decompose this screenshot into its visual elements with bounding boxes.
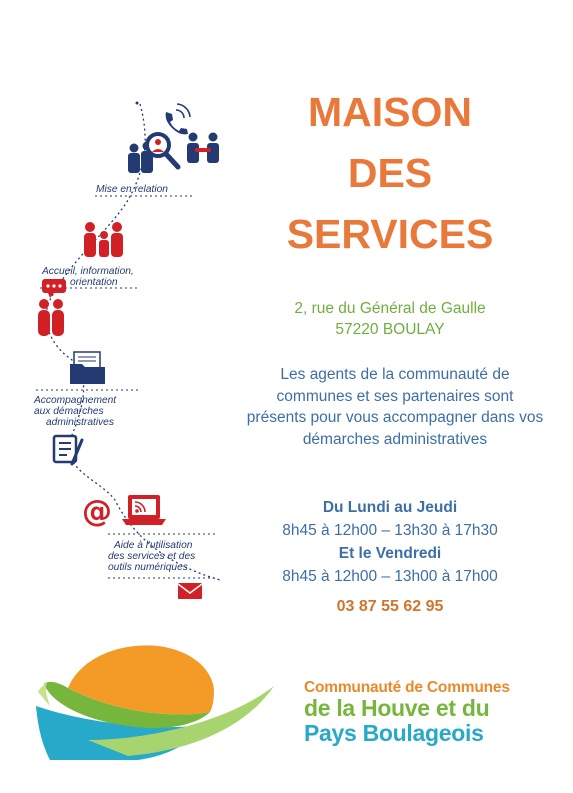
- intro-line4: démarches administratives: [302, 430, 488, 448]
- logo-graphic: [28, 632, 278, 762]
- phone-icon: [166, 104, 190, 134]
- step-label-aide-line1: Aide à l'utilisation: [114, 540, 193, 551]
- step-label-aide-line2: des services et des: [108, 551, 196, 562]
- address: [250, 298, 530, 340]
- intro-text: [240, 364, 550, 450]
- phone-number: 03 87 55 62 95: [336, 598, 444, 615]
- hours-period1-times: 8h45 à 12h00 – 13h30 à 17h30: [282, 522, 498, 539]
- address-street: 2, rue du Général de Gaulle: [294, 300, 486, 317]
- checklist-icon: [54, 436, 82, 464]
- conversation-people-icon: [38, 299, 64, 336]
- step-label-accueil: [42, 266, 134, 288]
- address-city: 57220 BOULAY: [335, 321, 445, 338]
- step-label-accompagnement-line1: Accompagnement: [34, 395, 117, 406]
- services-infographic: [0, 0, 250, 620]
- hours-period2-label: Et le Vendredi: [338, 545, 442, 562]
- opening-hours: [240, 496, 540, 588]
- at-sign-icon: [82, 494, 112, 529]
- svg-text:@: @: [82, 494, 112, 529]
- logo-line1: Communauté de Communes: [304, 679, 510, 696]
- step-label-accompagnement-line3: administratives: [46, 417, 114, 428]
- step-label-mise-en-relation: Mise en relation: [96, 184, 168, 195]
- family-icon: [84, 222, 123, 257]
- intro-line3: présents pour vous accompagner dans vos: [246, 409, 544, 426]
- step-label-aide-line3: outils numériques: [108, 562, 188, 573]
- intro-line1: Les agents de la communauté de: [280, 366, 510, 383]
- page-title: [250, 82, 530, 265]
- hours-period2-times: 8h45 à 12h00 – 13h00 à 17h00: [282, 568, 498, 585]
- step-label-accueil-line2: orientation: [70, 277, 118, 288]
- hours-period1-label: Du Lundi au Jeudi: [322, 499, 458, 516]
- title-line3: SERVICES: [286, 211, 494, 257]
- title-line2: DES: [347, 150, 433, 196]
- step-label-aide-numerique: [108, 540, 195, 573]
- step-label-accueil-line1: Accueil, information,: [42, 266, 134, 277]
- folder-icon: [70, 352, 105, 384]
- intro-line2: communes et ses partenaires sont: [276, 387, 514, 405]
- logo-line2: de la Houve et du: [304, 695, 490, 721]
- step-label-accompagnement: [34, 395, 116, 428]
- logo-line3: Pays Boulageois: [304, 720, 484, 746]
- handshake-icon: [187, 133, 219, 164]
- envelope-icon: [178, 583, 202, 599]
- title-line1: MAISON: [308, 89, 472, 135]
- laptop-rss-icon: [122, 495, 166, 525]
- step-label-accompagnement-line2: aux démarches: [34, 406, 104, 417]
